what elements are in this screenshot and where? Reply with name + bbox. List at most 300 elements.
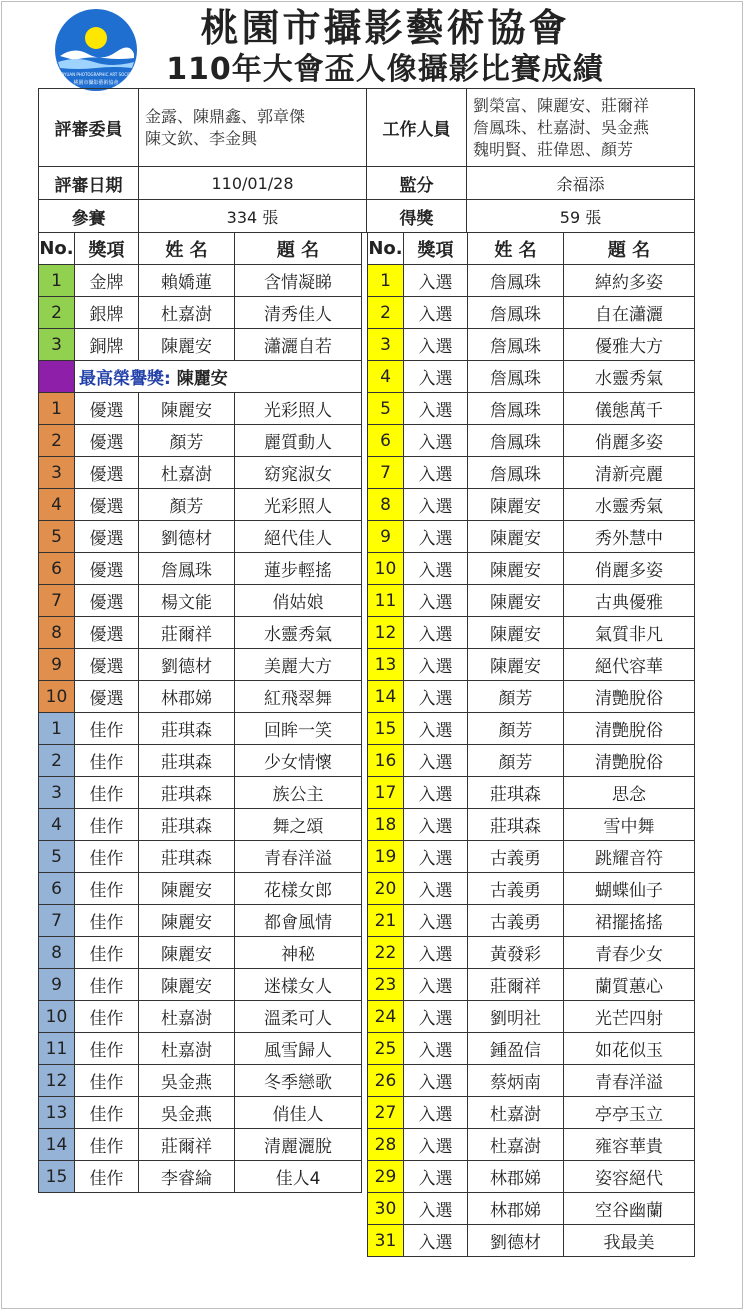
row-award: 入選 — [404, 969, 468, 1001]
row-number: 8 — [368, 489, 404, 521]
row-number: 22 — [368, 937, 404, 969]
row-name: 陳麗安 — [468, 649, 564, 681]
row-title: 自在瀟灑 — [564, 297, 695, 329]
row-number: 30 — [368, 1193, 404, 1225]
row-title: 光彩照人 — [235, 489, 362, 521]
row-number: 4 — [39, 489, 75, 521]
table-row — [39, 809, 362, 841]
supervisor-value: 余福添 — [467, 167, 695, 200]
row-name: 杜嘉澍 — [139, 297, 235, 329]
row-number: 9 — [39, 649, 75, 681]
row-award: 佳作 — [75, 937, 139, 969]
row-name: 陳麗安 — [468, 489, 564, 521]
row-name: 莊琪森 — [468, 777, 564, 809]
row-name: 黃發彩 — [468, 937, 564, 969]
row-title: 清艷脫俗 — [564, 713, 695, 745]
row-title: 儀態萬千 — [564, 393, 695, 425]
row-number: 31 — [368, 1225, 404, 1257]
row-award: 優選 — [75, 393, 139, 425]
association-logo — [54, 8, 138, 92]
table-row — [39, 905, 362, 937]
row-name: 陳麗安 — [468, 617, 564, 649]
row-name: 詹鳳珠 — [468, 425, 564, 457]
table-row — [368, 681, 695, 713]
row-award: 優選 — [75, 681, 139, 713]
row-award: 入選 — [404, 1065, 468, 1097]
row-title: 思念 — [564, 777, 695, 809]
row-title: 雪中舞 — [564, 809, 695, 841]
row-number: 3 — [368, 329, 404, 361]
row-title: 蘭質蕙心 — [564, 969, 695, 1001]
table-row — [368, 1193, 695, 1225]
row-title: 跳耀音符 — [564, 841, 695, 873]
row-number: 5 — [39, 841, 75, 873]
row-number: 24 — [368, 1001, 404, 1033]
row-name: 杜嘉澍 — [139, 1001, 235, 1033]
row-name: 古義勇 — [468, 841, 564, 873]
row-number: 6 — [39, 553, 75, 585]
row-award: 優選 — [75, 489, 139, 521]
row-title: 迷樣女人 — [235, 969, 362, 1001]
row-name: 杜嘉澍 — [468, 1097, 564, 1129]
row-number: 19 — [368, 841, 404, 873]
row-title: 我最美 — [564, 1225, 695, 1257]
date-label: 評審日期 — [39, 167, 139, 200]
row-title: 姿容絕代 — [564, 1161, 695, 1193]
row-number: 11 — [368, 585, 404, 617]
col-name: 姓 名 — [139, 233, 235, 265]
table-row — [368, 1225, 695, 1257]
row-number: 13 — [39, 1097, 75, 1129]
row-award: 優選 — [75, 521, 139, 553]
row-number: 2 — [39, 425, 75, 457]
table-row — [368, 809, 695, 841]
table-row — [368, 1033, 695, 1065]
row-number: 5 — [39, 521, 75, 553]
row-name: 莊琪森 — [139, 777, 235, 809]
row-name: 莊爾祥 — [139, 617, 235, 649]
col-no: No. — [39, 233, 75, 265]
row-name: 李睿綸 — [139, 1161, 235, 1193]
row-award: 入選 — [404, 745, 468, 777]
row-name: 鍾盈信 — [468, 1033, 564, 1065]
row-number: 6 — [368, 425, 404, 457]
entries-label: 參賽 — [39, 200, 139, 233]
row-title: 俏麗多姿 — [564, 425, 695, 457]
table-row — [368, 489, 695, 521]
entries-value: 334 張 — [139, 200, 367, 233]
row-title: 光彩照人 — [235, 393, 362, 425]
table-row — [368, 425, 695, 457]
row-award: 入選 — [404, 297, 468, 329]
row-name: 莊琪森 — [139, 841, 235, 873]
row-name: 杜嘉澍 — [468, 1129, 564, 1161]
row-title: 麗質動人 — [235, 425, 362, 457]
date-value: 110/01/28 — [139, 167, 367, 200]
row-title: 空谷幽蘭 — [564, 1193, 695, 1225]
row-award: 優選 — [75, 553, 139, 585]
table-row — [39, 489, 362, 521]
row-name: 詹鳳珠 — [468, 361, 564, 393]
row-number: 23 — [368, 969, 404, 1001]
row-number: 1 — [39, 265, 75, 297]
table-row — [39, 265, 362, 297]
table-row — [39, 1161, 362, 1193]
row-name: 顏芳 — [139, 489, 235, 521]
row-award: 入選 — [404, 1161, 468, 1193]
row-title: 水靈秀氣 — [235, 617, 362, 649]
row-number: 10 — [39, 681, 75, 713]
row-name: 詹鳳珠 — [468, 393, 564, 425]
row-number: 18 — [368, 809, 404, 841]
row-title: 佳人4 — [235, 1161, 362, 1193]
table-row — [39, 617, 362, 649]
table-row — [39, 297, 362, 329]
row-number: 4 — [368, 361, 404, 393]
row-name: 莊琪森 — [468, 809, 564, 841]
row-award: 入選 — [404, 521, 468, 553]
row-name: 顏芳 — [468, 713, 564, 745]
table-row — [368, 1065, 695, 1097]
table-row — [368, 1129, 695, 1161]
row-award: 入選 — [404, 489, 468, 521]
row-name: 陳麗安 — [139, 969, 235, 1001]
row-number: 28 — [368, 1129, 404, 1161]
row-name: 莊爾祥 — [139, 1129, 235, 1161]
row-name: 詹鳳珠 — [468, 457, 564, 489]
row-name: 林郡娣 — [139, 681, 235, 713]
row-title: 青春洋溢 — [564, 1065, 695, 1097]
row-title: 清新亮麗 — [564, 457, 695, 489]
row-title: 古典優雅 — [564, 585, 695, 617]
row-name: 顏芳 — [139, 425, 235, 457]
row-title: 窈窕淑女 — [235, 457, 362, 489]
table-row — [39, 1097, 362, 1129]
table-row — [368, 1001, 695, 1033]
row-title: 少女情懷 — [235, 745, 362, 777]
table-row — [368, 457, 695, 489]
table-row — [39, 841, 362, 873]
svg-text:桃園市攝影藝術協會: 桃園市攝影藝術協會 — [73, 80, 119, 86]
table-row — [39, 457, 362, 489]
row-number: 2 — [368, 297, 404, 329]
row-award: 佳作 — [75, 905, 139, 937]
row-number: 13 — [368, 649, 404, 681]
row-award: 佳作 — [75, 713, 139, 745]
table-row — [368, 297, 695, 329]
row-name: 莊琪森 — [139, 809, 235, 841]
row-title: 水靈秀氣 — [564, 489, 695, 521]
row-title: 紅飛翠舞 — [235, 681, 362, 713]
row-title: 裙擺搖搖 — [564, 905, 695, 937]
table-row — [39, 329, 362, 361]
col-award: 獎項 — [404, 233, 468, 265]
row-number: 7 — [368, 457, 404, 489]
row-number: 11 — [39, 1033, 75, 1065]
table-row — [39, 777, 362, 809]
row-name: 陳麗安 — [468, 553, 564, 585]
row-award: 佳作 — [75, 1033, 139, 1065]
row-title: 綽約多姿 — [564, 265, 695, 297]
table-row — [39, 745, 362, 777]
row-number: 15 — [39, 1161, 75, 1193]
table-row — [368, 265, 695, 297]
row-name: 賴嬌蓮 — [139, 265, 235, 297]
table-row — [368, 1161, 695, 1193]
row-title: 清麗灑脫 — [235, 1129, 362, 1161]
row-name: 林郡娣 — [468, 1161, 564, 1193]
staff-value: 劉榮富、陳麗安、莊爾祥 詹鳳珠、杜嘉澍、吳金燕 魏明賢、莊偉恩、顏芳 — [467, 89, 695, 167]
row-award: 入選 — [404, 393, 468, 425]
row-award: 入選 — [404, 585, 468, 617]
row-number: 17 — [368, 777, 404, 809]
row-number: 3 — [39, 457, 75, 489]
row-award: 入選 — [404, 1129, 468, 1161]
row-number: 9 — [368, 521, 404, 553]
row-award: 銅牌 — [75, 329, 139, 361]
row-number: 12 — [39, 1065, 75, 1097]
svg-text:TAOYUAN PHOTOGRAPHIC ART SOCIE: TAOYUAN PHOTOGRAPHIC ART SOCIETY — [56, 72, 136, 77]
row-award: 佳作 — [75, 745, 139, 777]
row-title: 水靈秀氣 — [564, 361, 695, 393]
row-title: 優雅大方 — [564, 329, 695, 361]
table-row — [368, 649, 695, 681]
row-title: 絕代佳人 — [235, 521, 362, 553]
row-award: 入選 — [404, 841, 468, 873]
row-number: 14 — [39, 1129, 75, 1161]
table-row — [39, 937, 362, 969]
table-row — [39, 585, 362, 617]
staff-label: 工作人員 — [367, 89, 467, 167]
table-row — [39, 393, 362, 425]
row-award: 入選 — [404, 553, 468, 585]
row-award: 佳作 — [75, 1097, 139, 1129]
table-row — [368, 393, 695, 425]
row-name: 陳麗安 — [139, 329, 235, 361]
row-name: 陳麗安 — [139, 937, 235, 969]
table-row — [39, 425, 362, 457]
row-title: 雍容華貴 — [564, 1129, 695, 1161]
table-row — [39, 1001, 362, 1033]
row-award: 入選 — [404, 937, 468, 969]
row-number: 1 — [39, 393, 75, 425]
table-row — [39, 1065, 362, 1097]
table-row — [368, 361, 695, 393]
row-award: 佳作 — [75, 777, 139, 809]
row-number: 7 — [39, 585, 75, 617]
row-name: 吳金燕 — [139, 1065, 235, 1097]
row-award: 入選 — [404, 265, 468, 297]
row-name: 陳麗安 — [468, 521, 564, 553]
row-name: 楊文能 — [139, 585, 235, 617]
row-title: 亭亭玉立 — [564, 1097, 695, 1129]
row-award: 佳作 — [75, 841, 139, 873]
row-title: 如花似玉 — [564, 1033, 695, 1065]
row-number: 1 — [368, 265, 404, 297]
row-name: 詹鳳珠 — [468, 297, 564, 329]
row-award: 入選 — [404, 1097, 468, 1129]
table-row — [368, 969, 695, 1001]
row-title: 秀外慧中 — [564, 521, 695, 553]
row-number: 7 — [39, 905, 75, 937]
row-number: 2 — [39, 745, 75, 777]
row-title: 俏麗多姿 — [564, 553, 695, 585]
table-row — [39, 521, 362, 553]
row-title: 青春少女 — [564, 937, 695, 969]
row-award: 優選 — [75, 617, 139, 649]
table-row — [368, 553, 695, 585]
row-title: 絕代容華 — [564, 649, 695, 681]
table-row — [368, 905, 695, 937]
table-row — [368, 617, 695, 649]
row-award: 入選 — [404, 329, 468, 361]
row-number: 26 — [368, 1065, 404, 1097]
row-number: 25 — [368, 1033, 404, 1065]
row-title: 風雪歸人 — [235, 1033, 362, 1065]
row-name: 古義勇 — [468, 905, 564, 937]
right-results-table — [367, 232, 695, 1257]
row-number: 10 — [368, 553, 404, 585]
row-name: 詹鳳珠 — [139, 553, 235, 585]
table-row — [368, 1097, 695, 1129]
row-award: 優選 — [75, 457, 139, 489]
row-name: 林郡娣 — [468, 1193, 564, 1225]
row-title: 都會風情 — [235, 905, 362, 937]
col-title: 題 名 — [235, 233, 362, 265]
awards-label: 得獎 — [367, 200, 467, 233]
row-award: 入選 — [404, 617, 468, 649]
row-award: 金牌 — [75, 265, 139, 297]
row-title: 神秘 — [235, 937, 362, 969]
col-name: 姓 名 — [468, 233, 564, 265]
row-name: 吳金燕 — [139, 1097, 235, 1129]
row-award: 入選 — [404, 361, 468, 393]
row-award: 佳作 — [75, 809, 139, 841]
table-row — [39, 681, 362, 713]
row-award: 優選 — [75, 649, 139, 681]
row-award: 入選 — [404, 1225, 468, 1257]
row-name: 顏芳 — [468, 681, 564, 713]
info-table — [38, 88, 695, 233]
row-award: 優選 — [75, 425, 139, 457]
row-award: 入選 — [404, 681, 468, 713]
row-name: 陳麗安 — [139, 873, 235, 905]
supervisor-label: 監分 — [367, 167, 467, 200]
row-award: 佳作 — [75, 1065, 139, 1097]
row-title: 氣質非凡 — [564, 617, 695, 649]
table-row — [39, 873, 362, 905]
row-name: 詹鳳珠 — [468, 265, 564, 297]
left-results-table — [38, 232, 362, 1193]
row-number: 29 — [368, 1161, 404, 1193]
table-row — [39, 969, 362, 1001]
row-award: 優選 — [75, 585, 139, 617]
row-award: 入選 — [404, 1001, 468, 1033]
row-award: 入選 — [404, 457, 468, 489]
judges-value: 金露、陳鼎鑫、郭章傑 陳文欽、李金興 — [139, 89, 367, 167]
row-award: 佳作 — [75, 1129, 139, 1161]
table-row — [368, 745, 695, 777]
page-subtitle: 110年大會盃人像攝影比賽成績 — [166, 52, 604, 87]
row-award: 入選 — [404, 713, 468, 745]
table-row — [368, 777, 695, 809]
row-title: 瀟灑自若 — [235, 329, 362, 361]
honor-award: 最高榮譽獎: 陳麗安 — [75, 361, 362, 393]
row-name: 劉德材 — [139, 649, 235, 681]
judges-label: 評審委員 — [39, 89, 139, 167]
row-title: 俏姑娘 — [235, 585, 362, 617]
row-number: 5 — [368, 393, 404, 425]
row-name: 陳麗安 — [468, 585, 564, 617]
table-row — [368, 873, 695, 905]
col-title: 題 名 — [564, 233, 695, 265]
row-title: 蓮步輕搖 — [235, 553, 362, 585]
table-row — [39, 649, 362, 681]
page-title: 桃園市攝影藝術協會 — [200, 6, 570, 50]
row-name: 杜嘉澍 — [139, 1033, 235, 1065]
row-title: 清艷脫俗 — [564, 745, 695, 777]
honor-marker — [39, 361, 75, 393]
table-row — [368, 937, 695, 969]
row-number: 16 — [368, 745, 404, 777]
row-title: 含情凝睇 — [235, 265, 362, 297]
row-title: 蝴蝶仙子 — [564, 873, 695, 905]
row-number: 14 — [368, 681, 404, 713]
row-number: 3 — [39, 777, 75, 809]
row-title: 花樣女郎 — [235, 873, 362, 905]
table-row — [368, 521, 695, 553]
row-award: 入選 — [404, 1193, 468, 1225]
table-row — [39, 1129, 362, 1161]
col-award: 獎項 — [75, 233, 139, 265]
table-row — [368, 713, 695, 745]
row-award: 入選 — [404, 777, 468, 809]
row-title: 舞之頌 — [235, 809, 362, 841]
row-name: 莊爾祥 — [468, 969, 564, 1001]
row-title: 青春洋溢 — [235, 841, 362, 873]
row-award: 入選 — [404, 425, 468, 457]
row-name: 古義勇 — [468, 873, 564, 905]
row-award: 銀牌 — [75, 297, 139, 329]
row-name: 莊琪森 — [139, 713, 235, 745]
row-award: 佳作 — [75, 1161, 139, 1193]
row-number: 15 — [368, 713, 404, 745]
row-award: 佳作 — [75, 873, 139, 905]
row-award: 入選 — [404, 873, 468, 905]
col-no: No. — [368, 233, 404, 265]
row-award: 入選 — [404, 649, 468, 681]
awards-value: 59 張 — [467, 200, 695, 233]
row-number: 4 — [39, 809, 75, 841]
row-award: 入選 — [404, 809, 468, 841]
table-row — [39, 713, 362, 745]
row-name: 杜嘉澍 — [139, 457, 235, 489]
row-name: 陳麗安 — [139, 905, 235, 937]
row-award: 入選 — [404, 1033, 468, 1065]
row-name: 詹鳳珠 — [468, 329, 564, 361]
row-number: 9 — [39, 969, 75, 1001]
row-title: 光芒四射 — [564, 1001, 695, 1033]
row-title: 冬季戀歌 — [235, 1065, 362, 1097]
row-number: 20 — [368, 873, 404, 905]
row-number: 8 — [39, 617, 75, 649]
row-award: 入選 — [404, 905, 468, 937]
row-name: 劉明社 — [468, 1001, 564, 1033]
row-title: 清艷脫俗 — [564, 681, 695, 713]
table-row — [368, 841, 695, 873]
table-row — [39, 1033, 362, 1065]
row-name: 莊琪森 — [139, 745, 235, 777]
